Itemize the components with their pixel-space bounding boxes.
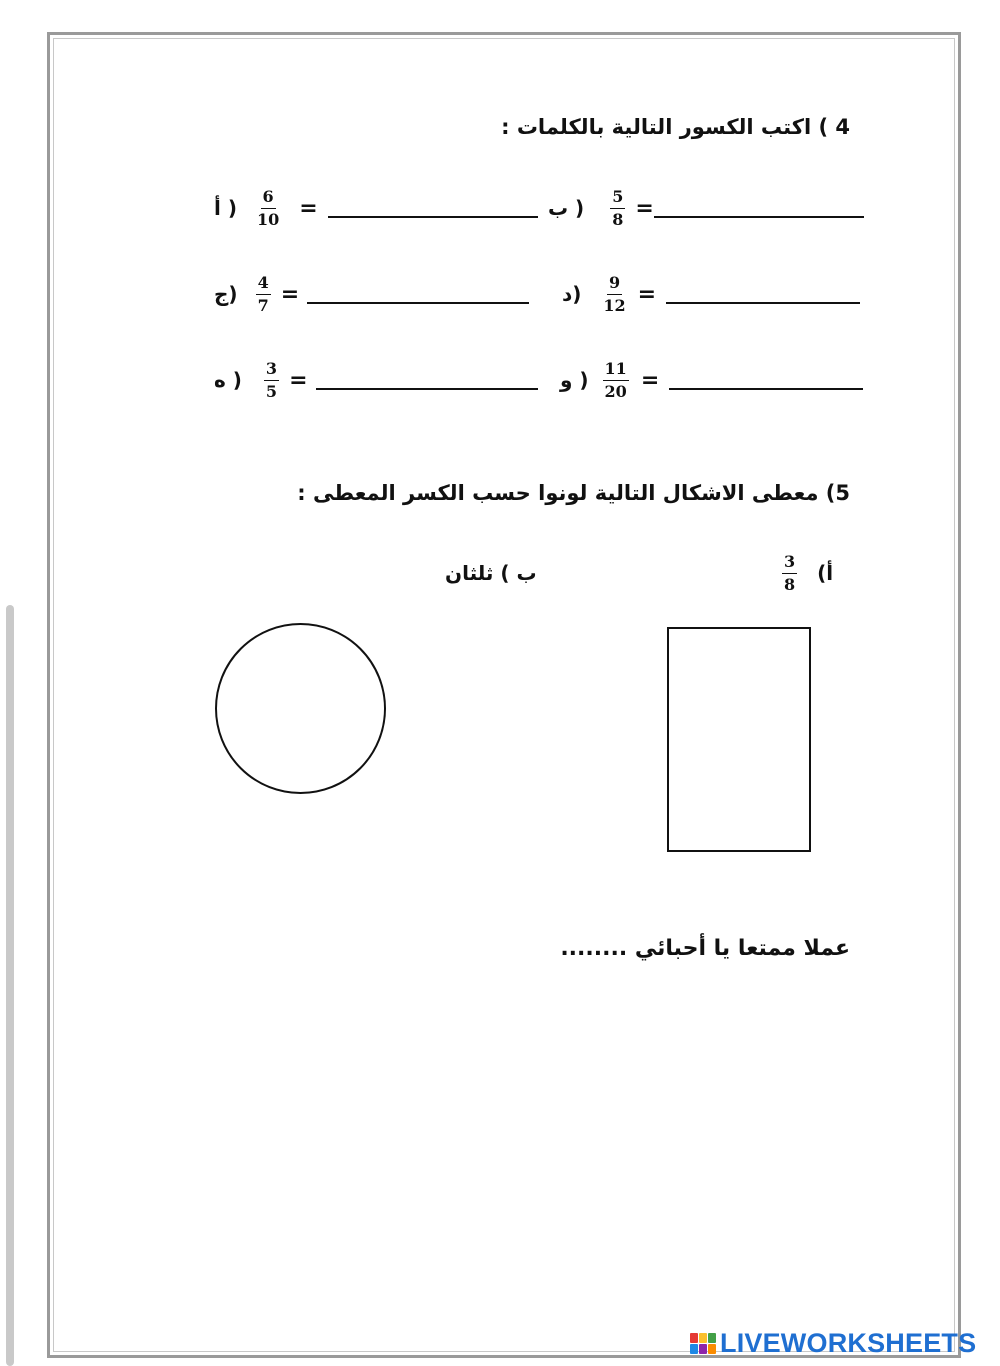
fraction	[256, 274, 271, 315]
circle-shape[interactable]	[215, 623, 386, 794]
question-5-title: 5) معطى الاشكال التالية لونوا حسب الكسر المعطى :	[297, 481, 850, 505]
fraction-item-b	[548, 180, 864, 236]
scrollbar[interactable]	[6, 605, 14, 1366]
equals-sign: =	[289, 367, 308, 393]
denominator: 12	[603, 295, 626, 315]
item-label: أ)	[817, 561, 834, 585]
answer-blank[interactable]	[307, 302, 529, 304]
answer-blank[interactable]	[669, 388, 863, 390]
fraction	[603, 360, 629, 401]
item-label: ( و	[560, 368, 589, 392]
denominator: 8	[612, 209, 624, 229]
equals-sign: =	[637, 281, 657, 307]
numerator: 11	[603, 360, 629, 381]
fraction	[257, 188, 279, 229]
denominator: 20	[604, 381, 627, 401]
item-label: (ج	[214, 282, 238, 306]
answer-blank[interactable]	[328, 216, 538, 218]
equals-sign: =	[635, 195, 654, 221]
answer-blank[interactable]	[654, 216, 864, 218]
numerator: 3	[782, 553, 797, 574]
denominator: 8	[784, 574, 796, 594]
item-label: ( ب	[548, 196, 585, 220]
closing-message: عملا ممتعا يا أحبائي ........	[560, 936, 850, 961]
numerator: 4	[256, 274, 271, 295]
fraction	[782, 553, 797, 594]
rectangle-shape[interactable]	[667, 627, 811, 852]
denominator: 7	[257, 295, 269, 315]
fraction	[264, 360, 279, 401]
equals-sign: =	[280, 281, 300, 307]
denominator: 5	[265, 381, 278, 401]
equals-sign: =	[299, 195, 318, 221]
fraction	[610, 188, 625, 229]
fraction-item-w	[560, 352, 863, 408]
fraction-item-d	[562, 266, 860, 322]
denominator: 10	[256, 209, 280, 229]
item-label: ( ه	[214, 368, 242, 392]
item-label: ( أ	[214, 196, 237, 220]
question-4-title: 4 ) اكتب الكسور التالية بالكلمات :	[501, 115, 850, 139]
numerator: 3	[264, 360, 279, 381]
answer-blank[interactable]	[666, 302, 860, 304]
watermark-text: LIVEWORKSHEETS	[720, 1327, 977, 1358]
numerator: 6	[261, 188, 276, 209]
part-a-label	[776, 548, 833, 598]
equals-sign: =	[640, 367, 660, 393]
answer-blank[interactable]	[316, 388, 538, 390]
fraction-item-j	[214, 266, 529, 322]
fraction	[603, 274, 625, 315]
liveworksheets-logo-icon	[690, 1333, 716, 1354]
numerator: 5	[610, 188, 625, 209]
numerator: 9	[607, 274, 622, 295]
fraction-item-h	[214, 352, 538, 408]
item-label: (د	[562, 282, 582, 306]
liveworksheets-watermark	[690, 1326, 976, 1360]
fraction-item-a	[214, 180, 538, 236]
part-b-label: ب ) ثلثان	[445, 561, 537, 585]
